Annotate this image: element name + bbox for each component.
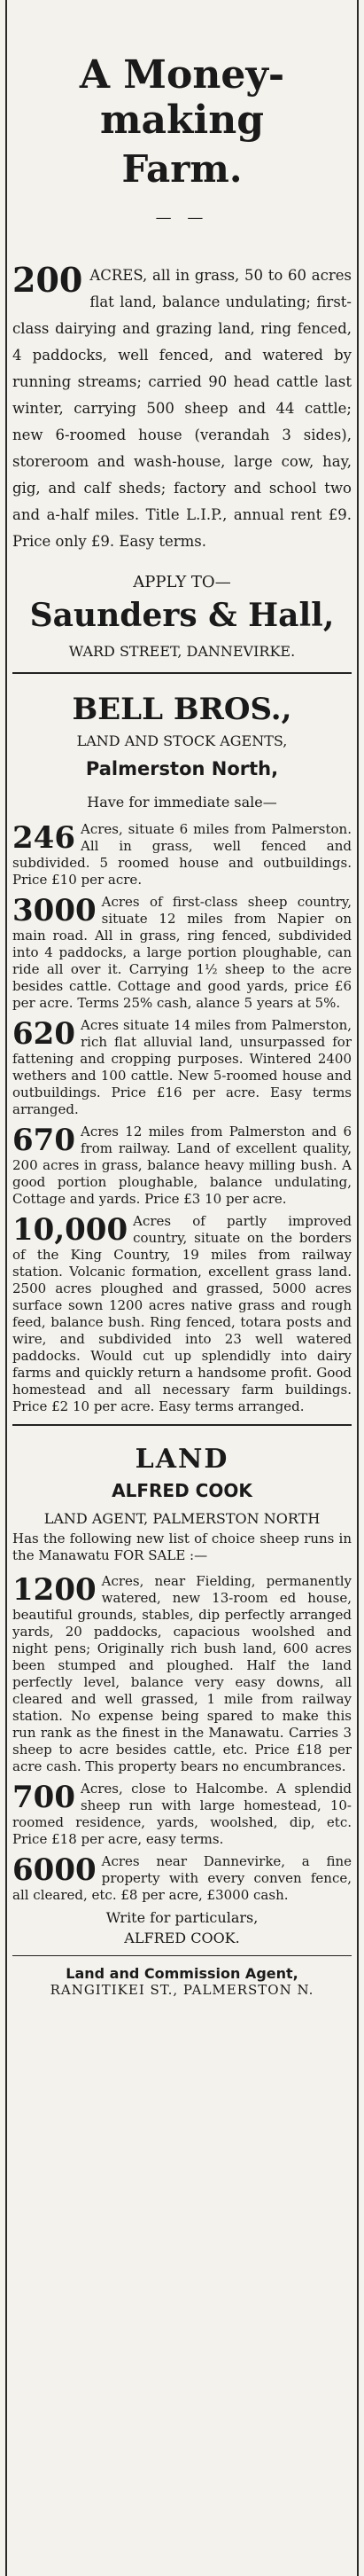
ad2-subtitle: LAND AND STOCK AGENTS, xyxy=(76,732,288,749)
ad2-listing-number: 620 xyxy=(12,1016,75,1052)
ad3-listing-number: 6000 xyxy=(12,1852,97,1888)
ad3-listing xyxy=(12,1781,352,1848)
ad2-listing-text: Acres situate 14 miles from Palmerston, rich flat alluvial land, unsurpassed for fattening and cropping purposes. Wintered 2400 wethers and 100 cattle. New 5-roomed house and outbuildings. Price £16 per acre. Easy terms arranged. xyxy=(12,1016,352,1117)
ad2-intro: Have for immediate sale— xyxy=(87,793,277,810)
ad1-apply: APPLY TO— xyxy=(133,573,231,592)
ad3-signature: ALFRED COOK. xyxy=(124,1929,240,1946)
ad-bell-bros xyxy=(12,692,352,1415)
ad2-listing-number: 246 xyxy=(12,820,75,856)
ad1-lead-number: 200 xyxy=(12,260,83,301)
ad2-location: Palmerston North, xyxy=(85,757,279,779)
ad3-footer-line2: RANGITIKEI ST., PALMERSTON N. xyxy=(50,1981,314,1998)
ad3-intro: Has the following new list of choice sheep runs in the Manawatu FOR SALE :— xyxy=(12,1530,352,1563)
ad1-divider: — — xyxy=(155,208,209,228)
newspaper-column xyxy=(12,0,352,1998)
ad-alfred-cook xyxy=(12,1444,352,1998)
ad1-street: WARD STREET, DANNEVIRKE. xyxy=(68,642,296,660)
ad1-firm: Saunders & Hall, xyxy=(29,597,335,635)
ad3-agent: ALFRED COOK xyxy=(112,1479,252,1501)
ad1-title-line1: A Money-making xyxy=(79,52,285,143)
ad3-listing-number: 700 xyxy=(12,1780,75,1815)
ad2-title: BELL BROS., xyxy=(72,691,292,727)
ad2-listing-text: Acres 12 miles from Palmerston and 6 from railway. Land of excellent quality, 200 acres in grass, balance heavy milling bush. A good portion ploughable, balance undulating, Cottage and yards. Price £3 10 per acre. xyxy=(12,1123,352,1207)
ad3-listing-text: Acres, close to Halcombe. A splendid sheep run with large homestead, 10-roomed residence, yards, woolshed, dip, etc. Price £18 per acre, easy terms. xyxy=(12,1780,352,1847)
ad2-listing-number: 670 xyxy=(12,1123,75,1158)
ad3-listing-number: 1200 xyxy=(12,1572,97,1608)
ad1-body-text: ACRES, all in grass, 50 to 60 acres flat land, balance undulating; first-class dairying and grazing land, ring fenced, 4 paddocks, well fenced, and watered by running streams; carried 90 head cattle last winter, carrying 500 sheep and 44 cattle; new 6-roomed house (verandah 3 sides), storeroom and wash-house, large cow, hay, gig, and calf sheds; factory and school two and a-half miles. Title L.I.P., annual rent £9. Price only £9. Easy terms. xyxy=(12,267,352,551)
ad3-listing xyxy=(12,1573,352,1775)
ad2-listing-number: 3000 xyxy=(12,893,97,928)
left-column-rule xyxy=(5,0,7,2576)
ad1-body xyxy=(12,262,352,555)
ad3-write-for: Write for particulars, xyxy=(105,1908,259,1926)
ad2-listing-text: Acres of partly improved country, situate on the borders of the King Country, 19 miles from railway station. Volcanic formation, excellent grass land. 2500 acres ploughed and grassed, 5000 acres surface sown 1200 acres native grass and rough feed, balance bush. Ring fenced, totara posts and wire, and subdivided into 23 well watered paddocks. Would cut up splendidly into dairy farms and quickly return a handsome profit. Good homestead and all necessary farm buildings. Price £2 10 per acre. Easy terms arranged. xyxy=(12,1212,352,1414)
ad3-title: LAND xyxy=(135,1443,229,1475)
ad3-listing-text: Acres, near Fielding, permanently watered, new 13-room ed house, beautiful grounds, stables, dip perfectly arranged yards, 20 paddocks, capacious woolshed and night pens; Originally rich bush land, 600 acres been stumped and ploughed. Half the land perfectly level, balance very easy downs, all cleared and well grassed, 1 mile from railway station. No expense being spared to make this run rank as the finest in the Manawatu. Carries 3 sheep to acre besides cattle, etc. Price £18 per acre cash. This property bears no encumbrances. xyxy=(12,1572,352,1774)
divider-3 xyxy=(12,1955,352,1956)
ad2-listing-text: Acres, situate 6 miles from Palmerston. All in grass, well fenced and subdivided. 5 roomed house and outbuildings. Price £10 per acre. xyxy=(12,820,352,888)
ad3-listing-text: Acres near Dannevirke, a fine property with every conven fence, all cleared, etc. £8 per acre, £3000 cash. xyxy=(12,1852,352,1903)
ad2-listing-number: 10,000 xyxy=(12,1212,128,1248)
ad2-listing xyxy=(12,1124,352,1208)
ad1-title-line2: Farm. xyxy=(121,147,243,192)
ad2-listing-text: Acres of first-class sheep country, situate 12 miles from Napier on main road. All in grass, ring fenced, subdivided into 4 paddocks, a large portion ploughable, can ride all over it. Carrying 1½ sheep to the acre besides cattle. Cottage and good yards, price £6 per acre. Terms 25% cash, alance 5 years at 5%. xyxy=(12,893,352,1011)
divider-2 xyxy=(12,1424,352,1426)
ad2-listing xyxy=(12,1213,352,1415)
ad2-listing xyxy=(12,894,352,1012)
ad2-listing xyxy=(12,1017,352,1118)
ad3-subtitle: LAND AGENT, PALMERSTON NORTH xyxy=(43,1509,321,1527)
divider-1 xyxy=(12,672,352,674)
ad2-listing xyxy=(12,821,352,889)
ad-money-making-farm xyxy=(12,53,352,660)
ad3-listing xyxy=(12,1853,352,1904)
ad3-footer-line1: Land and Commission Agent, xyxy=(66,1964,298,1982)
right-column-rule xyxy=(357,0,359,2576)
